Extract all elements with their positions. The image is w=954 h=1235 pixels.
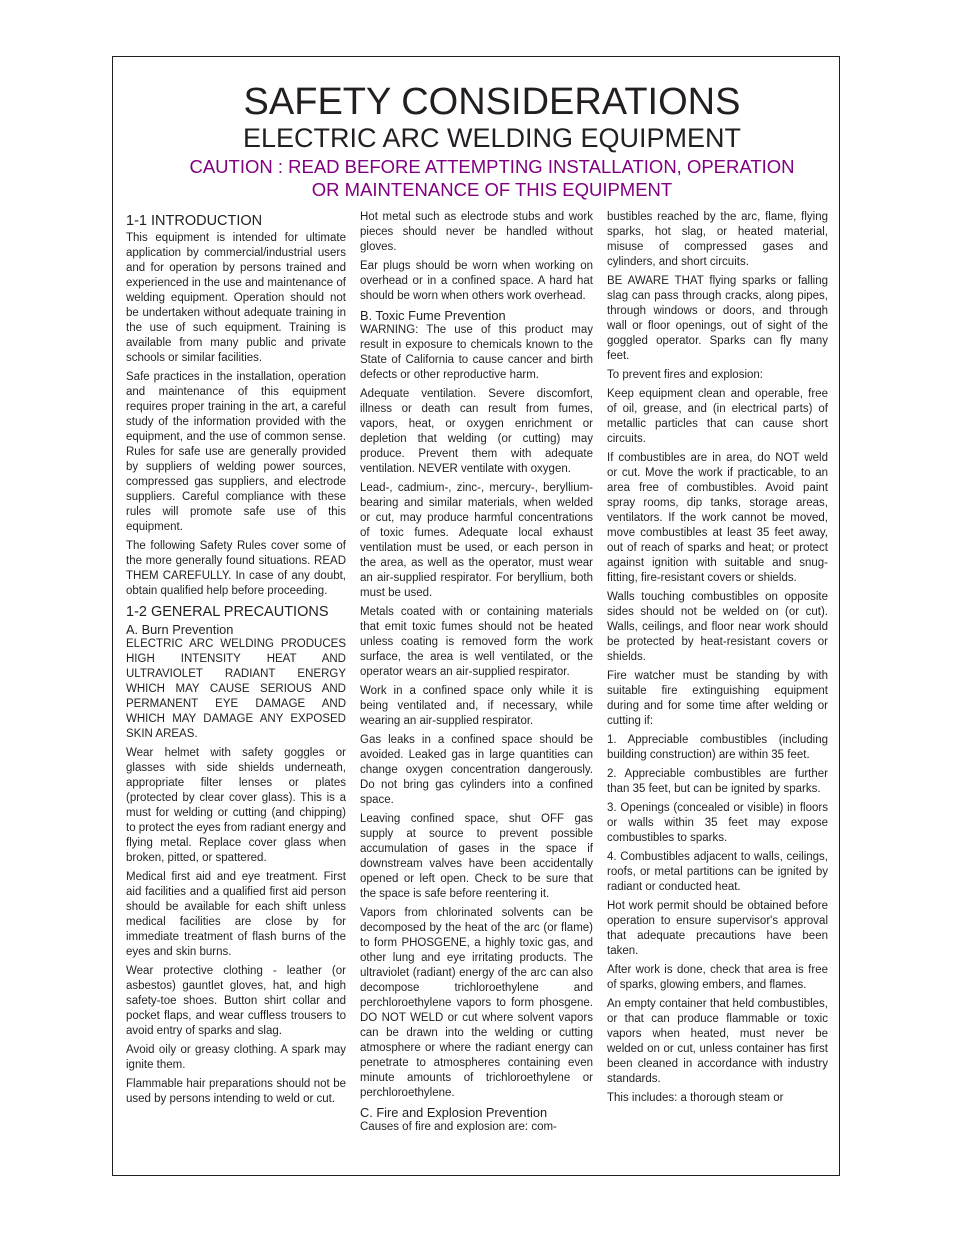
paragraph: BE AWARE THAT flying sparks or falling slag can pass through cracks, along pipes, through windows or doors, and through wall or floor openings, out of sight of the goggled operator. Sparks can fly many feet. xyxy=(607,275,828,362)
paragraph: Flammable hair preparations should not be used by persons intending to weld or cut. xyxy=(126,1078,346,1105)
paragraph: Gas leaks in a confined space should be avoided. Leaked gas in large quantities can change oxygen concentration dangerously. Do not bring gas cylinders into a confined space. xyxy=(360,734,593,806)
paragraph: Avoid oily or greasy clothing. A spark may ignite them. xyxy=(126,1044,346,1071)
caution-line-2: OR MAINTENANCE OF THIS EQUIPMENT xyxy=(311,179,673,200)
paragraph: Hot metal such as electrode stubs and work pieces should never be handled without gloves. xyxy=(360,211,593,253)
paragraph: Safe practices in the installation, operation and maintenance of this equipment requires proper training in the art, a careful study of the information provided with the equipment, and the use of common sense. Rules for safe use are generally provided by suppliers of welding power sources, compressed gas suppliers, and electrode suppliers. Careful compliance with these rules will promote safe use of this equipment. xyxy=(126,371,346,533)
paragraph: An empty container that held combustibles, or that can produce flammable or toxic vapors when heated, must never be welded on or cut, unless container has first been cleaned in accordance with industry standards. xyxy=(607,998,828,1085)
column-3 xyxy=(607,210,828,1110)
paragraph: ELECTRIC ARC WELDING PRODUCES HIGH INTENSITY HEAT AND ULTRAVIOLET RADIANT ENERGY WHICH MAY CAUSE SERIOUS AND PERMANENT EYE DAMAGE AND WHICH MAY DAMAGE ANY EXPOSED SKIN AREAS. xyxy=(126,638,346,740)
paragraph: This equipment is intended for ultimate application by commercial/industrial users and for operation by persons trained and experienced in the use and maintenance of welding equipment. Operation should not be undertaken without adequate training in the use of such equipment. Training is available from many public and private schools or similar facilities. xyxy=(126,232,346,364)
column-1 xyxy=(126,210,346,1111)
paragraph: The following Safety Rules cover some of the more generally found situations. READ THEM CAREFULLY. In case of any doubt, obtain qualified help before proceeding. xyxy=(126,540,346,597)
paragraph: Work in a confined space only while it is being ventilated and, if necessary, while wearing an air-supplied respirator. xyxy=(360,685,593,727)
section-heading-general-precautions: 1-2 GENERAL PRECAUTIONS xyxy=(126,604,329,620)
paragraph: This includes: a thorough steam or xyxy=(607,1092,784,1104)
paragraph: After work is done, check that area is free of sparks, glowing embers, and flames. xyxy=(607,964,828,991)
paragraph: WARNING: The use of this product may result in exposure to chemicals known to the State of California to cause cancer and birth defects or other reproductive harm. xyxy=(360,324,593,381)
subheading-toxic-fume-prevention: B. Toxic Fume Prevention xyxy=(360,308,506,323)
subheading-burn-prevention: A. Burn Prevention xyxy=(126,622,234,637)
paragraph: Walls touching combustibles on opposite sides should not be welded on (or cut). Walls, ceilings, and floor near work should be protected by heat-resistant covers or shields. xyxy=(607,591,828,663)
paragraph: Hot work permit should be obtained before operation to ensure supervisor's approval that adequate precautions have been taken. xyxy=(607,900,828,957)
subheading-fire-explosion-prevention: C. Fire and Explosion Prevention xyxy=(360,1105,548,1120)
paragraph: Wear helmet with safety goggles or glasses with side shields underneath, appropriate filter lenses or plates (protected by clear cover glass). This is a must for welding or cutting (and chipping) to protect the eyes from radiant energy and flying metal. Replace cover glass when broken, pitted, or spattered. xyxy=(126,747,346,864)
list-item: 4. Combustibles adjacent to walls, ceilings, roofs, or metal partitions can be ignited by radiant or conducted heat. xyxy=(607,851,828,893)
list-item: 1. Appreciable combustibles (including building construction) are within 35 feet. xyxy=(607,734,828,761)
paragraph: Causes of fire and explosion are: com- xyxy=(360,1121,557,1133)
paragraph: Lead-, cadmium-, zinc-, mercury-, beryllium-bearing and similar materials, when welded or cut, may produce harmful concentrations of toxic fumes. Adequate local exhaust ventilation must be used, or each person in the area, as well as the operator, must wear an air-supplied respirator. For beryllium, both must be used. xyxy=(360,482,593,599)
paragraph: Wear protective clothing - leather (or asbestos) gauntlet gloves, hat, and high safety-toe shoes. Button shirt collar and pocket flaps, and wear cuffless trousers to avoid entry of sparks and slag. xyxy=(126,965,346,1037)
column-2 xyxy=(360,210,593,1139)
paragraph: Leaving confined space, shut OFF gas supply at source to prevent possible accumulation of gases in the space if downstream valves have been accidentally opened or left open. Check to be sure that the space is safe before reentering it. xyxy=(360,813,593,900)
list-item: 2. Appreciable combustibles are further than 35 feet, but can be ignited by sparks. xyxy=(607,768,828,795)
page-subtitle: ELECTRIC ARC WELDING EQUIPMENT xyxy=(242,123,742,153)
page-title: SAFETY CONSIDERATIONS xyxy=(243,81,741,123)
paragraph: To prevent fires and explosion: xyxy=(607,369,763,381)
paragraph: If combustibles are in area, do NOT weld or cut. Move the work if practicable, to an area free of combustibles. Avoid paint spray rooms, dip tanks, storage areas, ventilators. If the work cannot be moved, move combustibles at least 35 feet away, out of reach of sparks and heat; or protect against ignition with suitable and snug-fitting, fire-resistant covers or shields. xyxy=(607,452,828,584)
list-item: 3. Openings (concealed or visible) in floors or walls within 35 feet may expose combustibles to sparks. xyxy=(607,802,828,844)
paragraph: Fire watcher must be standing by with suitable fire extinguishing equipment during and for some time after welding or cutting if: xyxy=(607,670,828,727)
paragraph: bustibles reached by the arc, flame, flying sparks, hot slag, or heated material, misuse of compressed gases and cylinders, and short circuits. xyxy=(607,211,828,268)
paragraph: Keep equipment clean and operable, free of oil, grease, and (in electrical parts) of metallic particles that can cause short circuits. xyxy=(607,388,828,445)
paragraph: Metals coated with or containing materials that emit toxic fumes should not be heated unless coating is removed form the work surface, the area is well ventilated, or the operator wears an air-supplied respirator. xyxy=(360,606,593,678)
paragraph: Ear plugs should be worn when working on overhead or in a confined space. A hard hat should be worn when others work overhead. xyxy=(360,260,593,302)
paragraph: Medical first aid and eye treatment. First aid facilities and a qualified first aid person should be available for each shift unless medical facilities are close by for immediate treatment of flash burns of the eyes and skin burns. xyxy=(126,871,346,958)
caution-line-1: CAUTION : READ BEFORE ATTEMPTING INSTALLATION, OPERATION xyxy=(189,156,795,177)
paragraph: Adequate ventilation. Severe discomfort, illness or death can result from fumes, vapors, heat, or oxygen enrichment or depletion that welding (or cutting) may produce. Prevent them with adequate ventilation. NEVER ventilate with oxygen. xyxy=(360,388,593,475)
paragraph: Vapors from chlorinated solvents can be decomposed by the heat of the arc (or flame) to form PHOSGENE, a highly toxic gas, and other lung and eye irritating products. The ultraviolet (radiant) energy of the arc can also decompose trichloroethylene and perchloroethylene vapors to form phosgene. DO NOT WELD or cut where solvent vapors can be drawn into the welding or cutting atmosphere or where the radiant energy can penetrate to atmospheres containing even minute amounts of trichloroethylene or perchloroethylene. xyxy=(360,907,593,1099)
section-heading-introduction: 1-1 INTRODUCTION xyxy=(126,213,263,229)
